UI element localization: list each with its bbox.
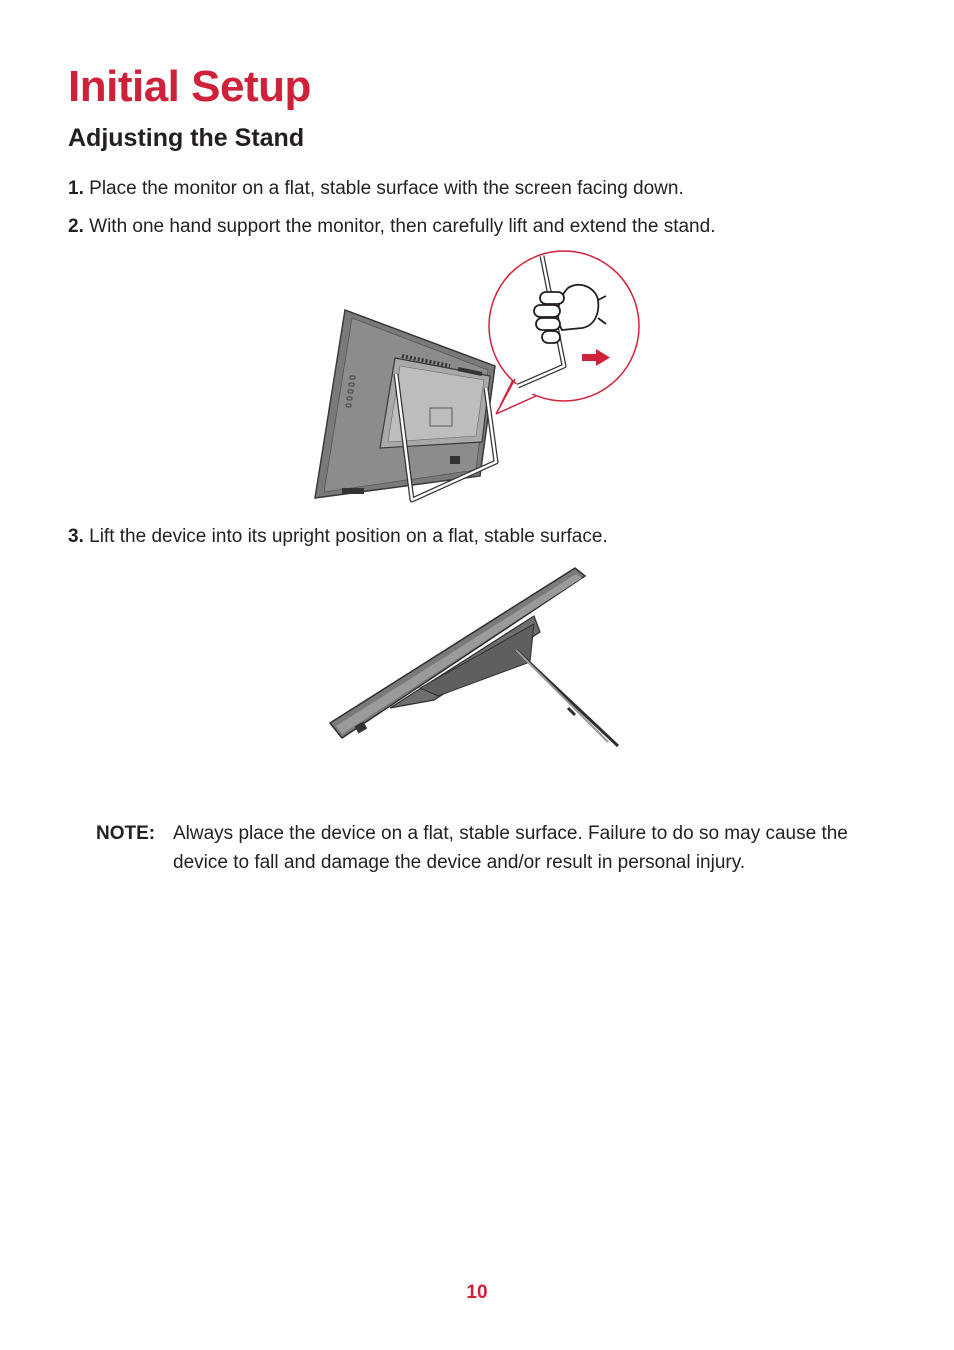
note-label: NOTE: bbox=[96, 823, 156, 844]
step-text: With one hand support the monitor, then carefully lift and extend the stand. bbox=[89, 216, 716, 237]
safety-note bbox=[96, 819, 886, 877]
page-title: Initial Setup bbox=[68, 62, 311, 111]
step-3 bbox=[68, 525, 608, 549]
step-text: Place the monitor on a flat, stable surface with the screen facing down. bbox=[89, 178, 684, 199]
step-number: 1. bbox=[68, 178, 84, 199]
step-text: Lift the device into its upright position on a flat, stable surface. bbox=[89, 526, 608, 547]
step-number: 2. bbox=[68, 216, 84, 237]
section-heading: Adjusting the Stand bbox=[68, 124, 305, 152]
step-1 bbox=[68, 177, 684, 201]
monitor-upright-illustration bbox=[320, 558, 640, 758]
page-number: 10 bbox=[466, 1282, 488, 1303]
step-number: 3. bbox=[68, 526, 84, 547]
foot-right bbox=[450, 456, 460, 464]
note-text: Always place the device on a flat, stable surface. Failure to do so may cause the device to fall and damage the device and/or result in personal injury. bbox=[173, 823, 848, 873]
step-2 bbox=[68, 215, 715, 239]
monitor-face-down-illustration bbox=[300, 248, 650, 508]
foot-left bbox=[342, 488, 364, 494]
